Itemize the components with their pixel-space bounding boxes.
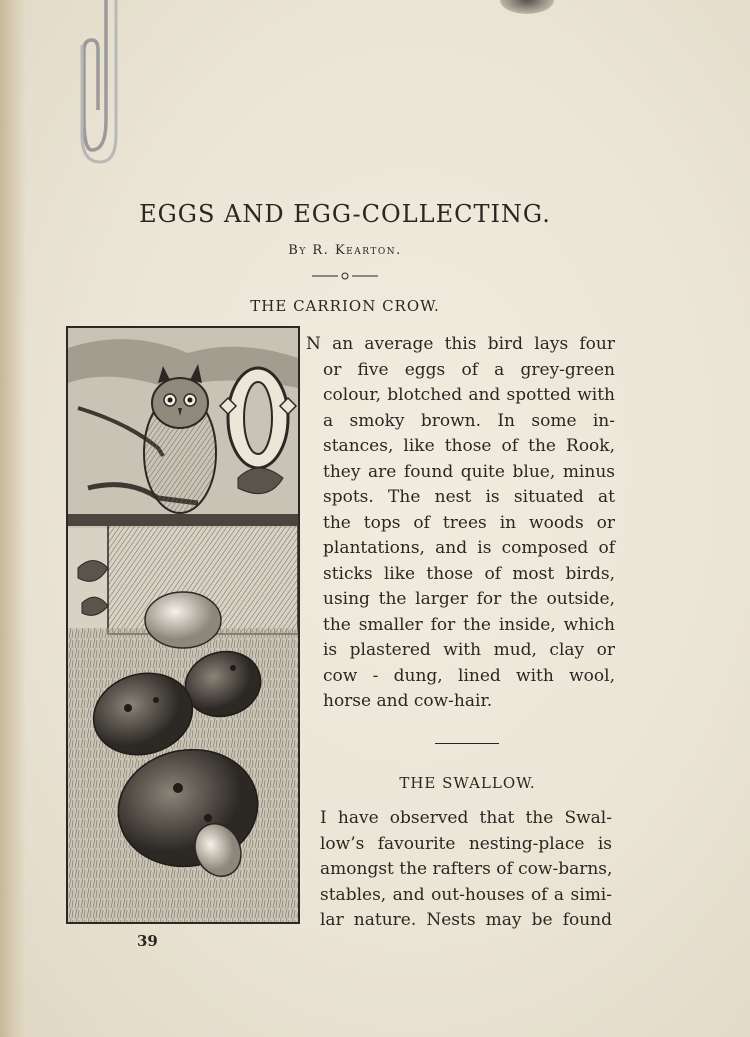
- text-line: sticks like those of most birds,: [323, 563, 615, 584]
- article-byline: By R. Kearton.: [288, 243, 402, 258]
- text-line: colour, blotched and spotted with: [323, 385, 615, 405]
- shadow-spot: [500, 0, 554, 14]
- text-line: they are found quite blue, minus: [323, 461, 615, 482]
- section-divider: [435, 743, 499, 744]
- text-line: low’s favourite nesting-place is: [320, 833, 612, 854]
- text-line: plantations, and is composed of: [323, 538, 615, 558]
- page-number: 39: [137, 932, 158, 950]
- article-title: EGGS AND EGG-COLLECTING.: [139, 200, 551, 228]
- text-line: a smoky brown. In some in-: [323, 410, 615, 431]
- swallow-paragraph: [320, 806, 612, 934]
- owl-eggs-illustration: [66, 326, 300, 924]
- text-line: the tops of trees in woods or: [323, 512, 615, 533]
- text-line: using the larger for the outside,: [323, 589, 615, 609]
- text-line: is plastered with mud, clay or: [323, 640, 615, 660]
- text-line: cow - dung, lined with wool,: [323, 665, 615, 686]
- text-line: horse and cow-hair.: [323, 691, 493, 711]
- text-line: lar nature. Nests may be found: [320, 910, 612, 930]
- text-line: stances, like those of the Rook,: [323, 436, 615, 456]
- paperclip-icon: [80, 0, 128, 168]
- text-line: amongst the rafters of cow-barns,: [320, 859, 613, 879]
- text-line: the smaller for the inside, which: [323, 614, 615, 635]
- text-line: I have observed that the Swal-: [320, 808, 612, 828]
- section-heading-carrion-crow: THE CARRION CROW.: [250, 297, 440, 315]
- text-line: N an average this bird lays four: [306, 334, 615, 354]
- section-heading-swallow: THE SWALLOW.: [399, 774, 536, 792]
- ornament-divider: [310, 270, 380, 282]
- text-line: spots. The nest is situated at: [323, 487, 615, 507]
- text-line: or five eggs of a grey-green: [323, 359, 615, 380]
- page-edge: [0, 0, 26, 1037]
- text-line: stables, and out-houses of a simi-: [320, 884, 612, 905]
- carrion-crow-paragraph: [306, 332, 615, 715]
